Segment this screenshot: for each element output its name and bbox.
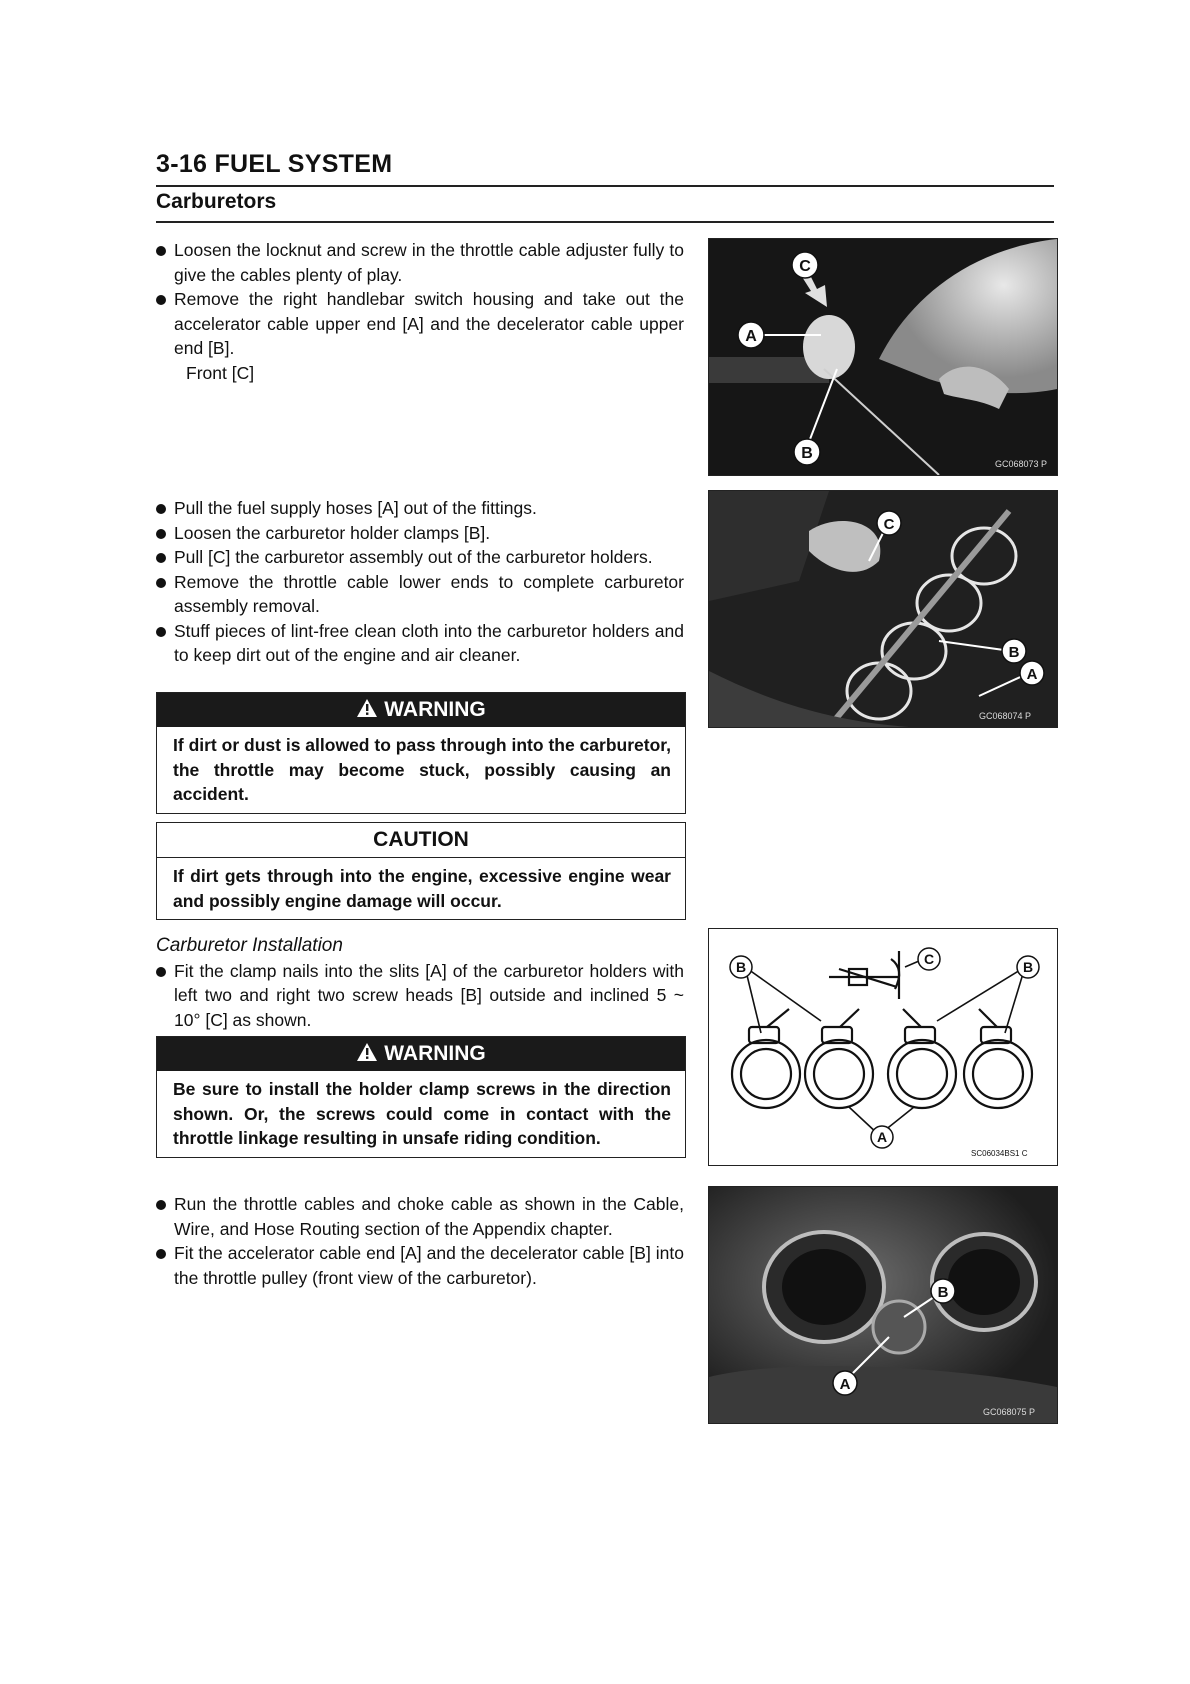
warning-heading: WARNING (157, 693, 685, 727)
svg-text:C: C (883, 516, 895, 533)
throttle-pulley-photo-image (709, 1187, 1057, 1423)
svg-text:B: B (1022, 959, 1034, 975)
figure-throttle-pulley-photo (708, 1186, 1058, 1424)
warning-box-clamp (156, 1036, 686, 1158)
svg-text:B: B (937, 1284, 949, 1301)
subheader-rule (156, 221, 1054, 223)
front-note: Front [C] (186, 362, 255, 383)
svg-text:A: A (839, 1376, 851, 1393)
svg-text:GC068075 P: GC068075 P (983, 1407, 1036, 1417)
list-item: Loosen the carburetor holder clamps [B]. (156, 521, 684, 546)
figure-carburetor-removal-photo (708, 490, 1058, 728)
warning-triangle-icon (356, 698, 378, 718)
holder-3 (888, 1009, 956, 1108)
list-item: Fit the accelerator cable end [A] and the decelerator cable [B] into the throttle pulley (front view of the carburetor). (156, 1241, 684, 1290)
caution-heading: CAUTION (157, 823, 685, 858)
list-item: Loosen the locknut and screw in the throttle cable adjuster fully to give the cables plenty of play. (156, 238, 684, 287)
figure-holder-clamp-diagram (708, 928, 1058, 1166)
svg-text:B: B (1008, 644, 1020, 661)
svg-text:C: C (799, 258, 811, 275)
svg-text:B: B (801, 445, 813, 462)
list-item: Remove the throttle cable lower ends to complete carburetor assembly removal. (156, 570, 684, 619)
removal-steps-1 (156, 238, 684, 385)
svg-text:GC068074 P: GC068074 P (979, 711, 1032, 721)
svg-text:C: C (923, 951, 935, 967)
figure-handlebar-photo (708, 238, 1058, 476)
list-item: Fit the clamp nails into the slits [A] of the carburetor holders with left two and right two screw heads [B] outside and inclined 5 ~ 10° [C] as shown. (156, 959, 684, 1033)
svg-text:SC06034BS1 C: SC06034BS1 C (971, 1149, 1028, 1158)
warning-box-dirt (156, 692, 686, 814)
bullet-icon (156, 529, 166, 539)
warning-triangle-icon (356, 1042, 378, 1062)
list-item: Run the throttle cables and choke cable as shown in the Cable, Wire, and Hose Routing section of the Appendix chapter. (156, 1192, 684, 1241)
list-item: Remove the right handlebar switch housing and take out the accelerator cable upper end [A] and the decelerator cable upper end [B]. (156, 287, 684, 361)
svg-text:B: B (735, 959, 747, 975)
bullet-icon (156, 627, 166, 637)
svg-text:A: A (1026, 666, 1038, 683)
bullet-icon (156, 967, 166, 977)
svg-text:A: A (745, 328, 757, 345)
bullet-icon (156, 1249, 166, 1259)
warning-text: If dirt or dust is allowed to pass through into the carburetor, the throttle may become stuck, possibly causing an accident. (173, 735, 671, 804)
svg-text:A: A (876, 1129, 888, 1145)
list-item: Pull [C] the carburetor assembly out of the carburetor holders. (156, 545, 684, 570)
bullet-icon (156, 504, 166, 514)
caution-text: If dirt gets through into the engine, excessive engine wear and possibly engine damage will occur. (173, 866, 671, 911)
installation-heading: Carburetor Installation (156, 935, 343, 956)
handlebar-photo-image (709, 239, 1057, 475)
angle-detail (829, 951, 899, 999)
carburetor-removal-photo-image (709, 491, 1057, 727)
installation-section (156, 934, 684, 1032)
holder-4 (964, 1009, 1032, 1108)
holder-1 (732, 1009, 800, 1108)
bullet-icon (156, 295, 166, 305)
bullet-icon (156, 1200, 166, 1210)
holder-2 (805, 1009, 873, 1108)
section-title: 3-16 FUEL SYSTEM (156, 150, 393, 178)
list-item: Pull the fuel supply hoses [A] out of the fittings. (156, 496, 684, 521)
holder-clamp-diagram-image (709, 929, 1057, 1165)
header-rule (156, 185, 1054, 187)
bullet-icon (156, 578, 166, 588)
bullet-icon (156, 553, 166, 563)
warning-heading: WARNING (157, 1037, 685, 1071)
svg-text:GC068073 P: GC068073 P (995, 459, 1048, 469)
warning-text: Be sure to install the holder clamp screws in the direction shown. Or, the screws could come in contact with the throttle linkage resulting in unsafe riding condition. (173, 1079, 671, 1148)
list-item: Stuff pieces of lint-free clean cloth into the carburetor holders and to keep dirt out of the engine and air cleaner. (156, 619, 684, 668)
subsection-title: Carburetors (156, 190, 277, 213)
caution-box (156, 822, 686, 920)
removal-steps-2 (156, 496, 684, 668)
installation-steps (156, 1192, 684, 1290)
bullet-icon (156, 246, 166, 256)
